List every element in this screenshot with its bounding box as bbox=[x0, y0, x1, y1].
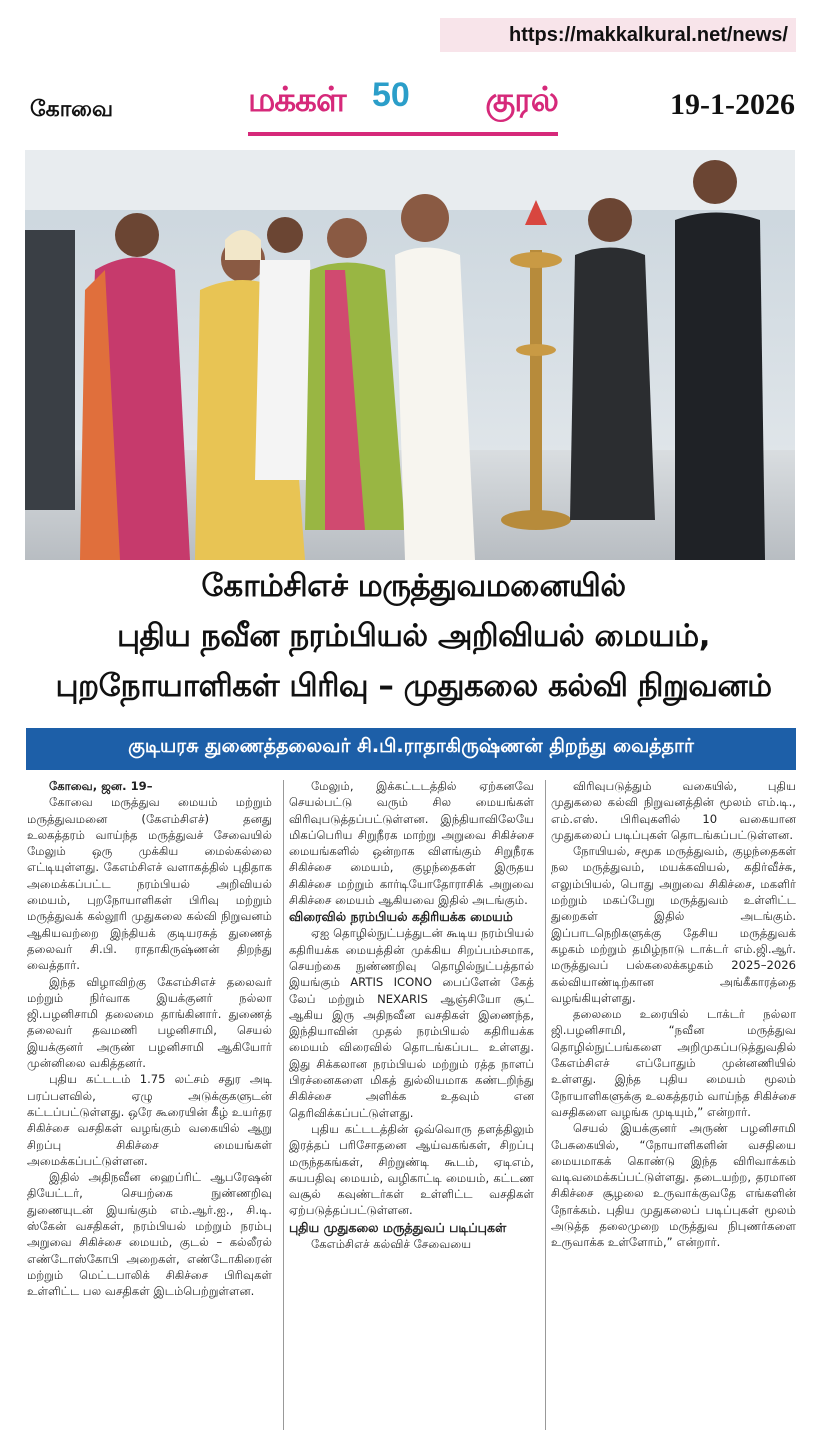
headline-line-1: கோம்சிஎச் மருத்துவமனையில் bbox=[201, 568, 626, 604]
article-paragraph: இதில் அதிநவீன ஹைப்ரிட் ஆபரேஷன் தியேட்டர், செயற்கை நுண்ணறிவு துணையுடன் இயங்கும் எம்.ஆர்.ஐ., சி.டி. ஸ்கேன் வசதிகள், நரம்பியல் மற்றும் நரம்பு அறுவை சிகிச்சை மையம், குடல் – கல்லீரல் எண்டோஸ்கோபி அறைகள், எண்டோகிரைன் மற்றும் மெட்டபாலிக் சிகிச்சை பிரிவுகள் உள்ளிட்ட பல வசதிகள் இடம்பெற்றுள்ளன. bbox=[27, 1170, 272, 1299]
article-paragraph: நோயியல், சமூக மருத்துவம், குழந்தைகள் நல மருத்துவம், மயக்கவியல், கதிர்வீச்சு, எலும்பியல், பொது அறுவை சிகிச்சை, மகளிர் மற்றும் மகப்பேறு மருத்துவம் உள்ளிட்ட துறைகள் இதில் அடங்கும். இப்பாடநெறிகளுக்கு தேசிய மருத்துவக் கழகம் மற்றும் தமிழ்நாடு டாக்டர் எம்.ஜி.ஆர். மருத்துவப் பல்கலைக்கழகம் 2025–2026 கல்வியாண்டிற்கான அங்கீகாரத்தை வழங்கியுள்ளது. bbox=[551, 844, 796, 1005]
edition-label: கோவை bbox=[30, 96, 114, 121]
url-banner bbox=[440, 18, 796, 52]
article-dateline: கோவை, ஜன. 19– bbox=[49, 779, 153, 793]
headline-line-2: புதிய நவீன நரம்பியல் அறிவியல் மையம், bbox=[116, 618, 711, 654]
article-paragraph: கோவை மருத்துவ மையம் மற்றும் மருத்துவமனை (கேஎம்சிஎச்) தனது உலகத்தரம் வாய்ந்த மருத்துவச் சேவையில் மேலும் ஒரு முக்கிய மைல்கல்லை எட்டியுள்ளது. கேஎம்சிஎச் வளாகத்தில் புதிதாக அமைக்கப்பட்ட நரம்பியல் அறிவியல் மையம், புறநோயாளிகள் பிரிவு மற்றும் மருத்துவக் கல்லூரி முதுகலை கல்வி நிறுவனம் ஆகியவற்றை இந்தியக் குடியரசுத் துணைத் தலைவர் சி.பி. ராதாகிருஷ்ணன் திறந்து வைத்தார். bbox=[27, 795, 272, 973]
source-url[interactable]: https://makkalkural.net/news/ bbox=[509, 24, 788, 46]
column-divider bbox=[283, 780, 284, 1430]
article-column-3 bbox=[551, 778, 796, 1251]
column-divider bbox=[545, 780, 546, 1430]
masthead-word-right: குரல் bbox=[485, 80, 558, 120]
subheadline-text: குடியரசு துணைத்தலைவர் சி.பி.ராதாகிருஷ்ணன் திறந்து வைத்தார் bbox=[128, 735, 694, 757]
subheadline-banner bbox=[26, 728, 796, 770]
article-subhead: புதிய முதுகலை மருத்துவப் படிப்புகள் bbox=[289, 1219, 507, 1235]
article-paragraph: மேலும், இக்கட்டடத்தில் ஏற்கனவே செயல்பட்டு வரும் சில மையங்கள் விரிவுபடுத்தப்பட்டுள்ளன. இந்தியாவிலேயே மிகப்பெரிய சிறுநீரக மாற்று அறுவை சிகிச்சை மையங்களில் ஒன்றாக விளங்கும் சிறுநீரக சிகிச்சை மையம், குழந்தைகள் இருதய சிகிச்சை மற்றும் கார்டியோதோராசிக் அறுவை சிகிச்சை மையம் ஆகியவை இதில் அடங்கும். bbox=[289, 779, 534, 908]
article-subhead: விரைவில் நரம்பியல் கதிரியக்க மையம் bbox=[289, 909, 513, 925]
article-column-1 bbox=[27, 778, 272, 1300]
article-paragraph: இந்த விழாவிற்கு கேஎம்சிஎச் தலைவர் மற்றும் நிர்வாக இயக்குனர் நல்லா ஜி.பழனிசாமி தலைமை தாங்கினார். துணைத் தலைவர் தவமணி பழனிசாமி, செயல் இயக்குனர் அருண் பழனிசாமி ஆகியோர் முன்னிலை வகித்தனர். bbox=[27, 974, 272, 1071]
masthead-word-left: மக்கள் bbox=[248, 80, 346, 120]
masthead-underline bbox=[248, 132, 558, 136]
article-paragraph: புதிய கட்டடத்தின் ஒவ்வொரு தளத்திலும் இரத்தப் பரிசோதனை ஆய்வகங்கள், சிறப்பு மருந்தகங்கள், சிற்றுண்டி கூடம், ஏடிஎம், சுயபதிவு மையம், வழிகாட்டி மையம், கட்டண வசூல் கவுண்டர்கள் உள்ளிட்ட வசதிகள் ஏற்படுத்தப்பட்டுள்ளன. bbox=[289, 1121, 534, 1218]
article-column-2 bbox=[289, 778, 534, 1252]
article-paragraph: தலைமை உரையில் டாக்டர் நல்லா ஜி.பழனிசாமி, “நவீன மருத்துவ தொழில்நுட்பங்களை அறிமுகப்படுத்துவதில் கேஎம்சிஎச் எப்போதும் முன்னணியில் உள்ளது. இந்த புதிய மையம் மூலம் நோயாளிகளுக்கு உலகத்தரம் வாய்ந்த சிகிச்சை வசதிகளை வழங்க முடியும்,” என்றார். bbox=[551, 1007, 796, 1119]
masthead-anniversary-number: 50 bbox=[372, 76, 410, 114]
article-paragraph: ஏஐ தொழில்நுட்பத்துடன் கூடிய நரம்பியல் கதிரியக்க மையத்தின் முக்கிய சிறப்பம்சமாக, செயற்கை நுண்ணறிவு தொழில்நுட்பத்தால் இயங்கும் ARTIS ICONO பைப்ளேன் கேத் லேப் மற்றும் NEXARIS ஆஞ்சியோ சூட் ஆகிய இரு அதிநவீன வசதிகள் இணைந்த, இந்தியாவின் முதல் நரம்பியல் கதிரியக்க மையம் விரைவில் தொடங்கப்பட உள்ளது. இது சிக்கலான நரம்பியல் மற்றும் ரத்த நாளப் பிரச்னைகளை மிகத் துல்லியமாக கண்டறிந்து சிகிச்சை அளிக்க உதவும் என தெரிவிக்கப்பட்டுள்ளது. bbox=[289, 926, 534, 1120]
article-paragraph: புதிய கட்டடம் 1.75 லட்சம் சதுர அடி பரப்பளவில், ஏழு அடுக்குகளுடன் கட்டப்பட்டுள்ளது. ஒரே கூரையின் கீழ் உயர்தர சிகிச்சை வசதிகள் வழங்கும் வகையில் ஆறு சிறப்பு சிகிச்சை மையங்கள் அமைக்கப்பட்டுள்ளன. bbox=[27, 1072, 272, 1168]
masthead-logo bbox=[248, 76, 558, 142]
person-7 bbox=[675, 160, 765, 560]
article-paragraph: செயல் இயக்குனர் அருண் பழனிசாமி பேசுகையில், “நோயாளிகளின் வசதியை மையமாகக் கொண்டு இந்த விரிவாக்கம் வடிவமைக்கப்பட்டுள்ளது. தடையற்ற, தரமான சிகிச்சை சூழலை உருவாக்குவதே எங்களின் நோக்கம். புதிய முதுகலைப் படிப்புகள் மூலம் அடுத்த தலைமுறை மருத்துவ நிபுணர்களை உருவாக்க உள்ளோம்,” என்றார். bbox=[551, 1121, 796, 1250]
article-paragraph: கேஎம்சிஎச் கல்விச் சேவையை bbox=[311, 1236, 472, 1251]
event-photo bbox=[25, 150, 795, 560]
headline-line-3: புறநோயாளிகள் பிரிவு – முதுகலை கல்வி நிறுவனம் bbox=[55, 668, 772, 704]
article-paragraph: விரிவுபடுத்தும் வகையில், புதிய முதுகலை கல்வி நிறுவனத்தின் மூலம் எம்.டி., எம்.எஸ். பிரிவுகளில் 10 வகையான முதுகலைப் படிப்புகள் தொடங்கப்பட்டுள்ளன. bbox=[551, 779, 796, 842]
issue-date: 19-1-2026 bbox=[670, 88, 795, 121]
